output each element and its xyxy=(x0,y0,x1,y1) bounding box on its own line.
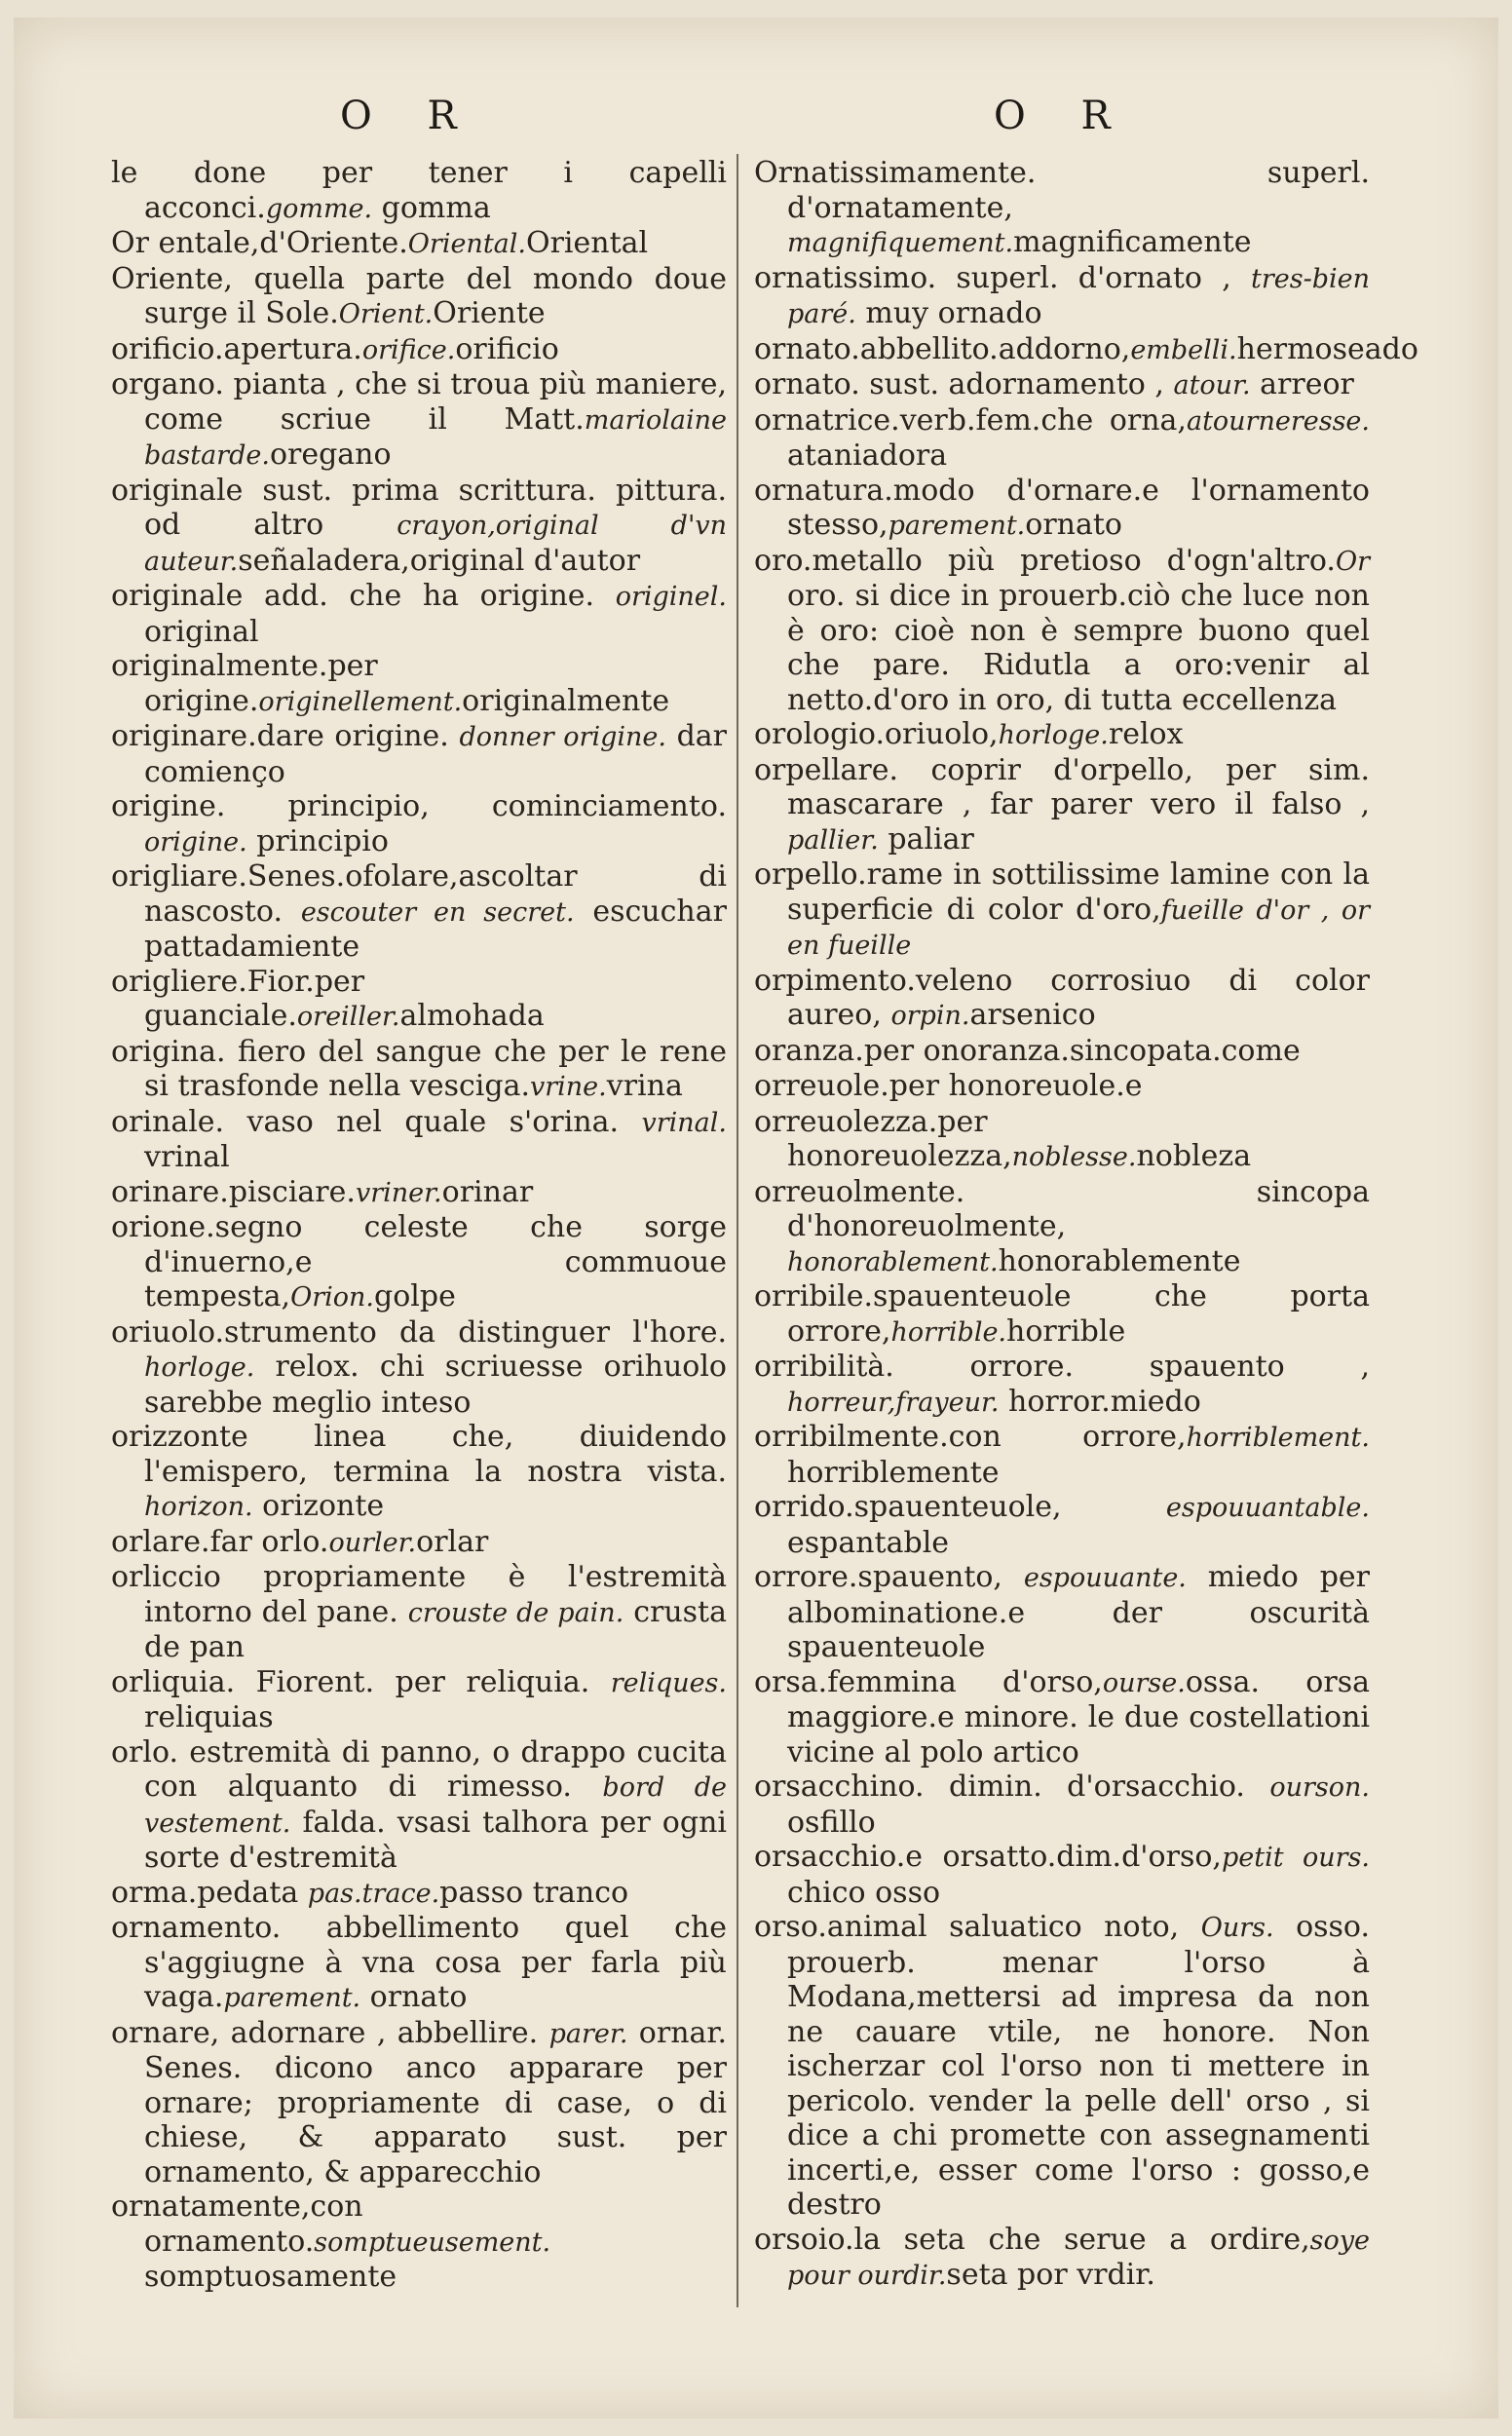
dictionary-entry xyxy=(754,403,1370,474)
entry-french: embelli. xyxy=(1130,334,1237,365)
entry-french: Oriental. xyxy=(407,229,526,259)
dictionary-entry xyxy=(754,1175,1370,1280)
dictionary-entry xyxy=(111,156,727,226)
entry-italian: orsacchio.e orsatto.dim.d'orso, xyxy=(754,1840,1222,1874)
entry-italian: origliere.Fior.per guanciale. xyxy=(111,964,365,1033)
dictionary-entry xyxy=(111,1911,727,2016)
entry-french: originellement. xyxy=(258,686,463,717)
entry-spanish: chico osso xyxy=(787,1875,941,1910)
entry-italian: orribile.spauenteuole che porta orrore, xyxy=(754,1279,1370,1349)
entry-italian: orreuolezza.per honoreuolezza, xyxy=(754,1104,1012,1173)
entry-spanish: reliquias xyxy=(144,1700,274,1734)
dictionary-entry xyxy=(111,2189,727,2295)
dictionary-entry xyxy=(111,579,727,649)
entry-french: parement. xyxy=(888,511,1026,541)
dictionary-entry xyxy=(754,367,1370,403)
entry-french: parer. xyxy=(548,2018,628,2049)
entry-italian: orso.animal saluatico noto, xyxy=(754,1910,1201,1944)
entry-french: Or xyxy=(1335,546,1370,577)
entry-italian: Ornatissimamente. superl. d'ornatamente, xyxy=(754,156,1370,225)
entry-italian: orliccio propriamente è l'estremità intorno del pane. xyxy=(111,1560,727,1629)
entry-spanish: golpe xyxy=(374,1279,456,1313)
entry-italian: Or entale,d'Oriente. xyxy=(111,226,408,260)
dictionary-entry xyxy=(754,331,1418,368)
entry-italian: orsa.femmina d'orso, xyxy=(754,1664,1103,1699)
entry-italian: oro.metallo più pretioso d'ogn'altro. xyxy=(754,543,1336,578)
entry-spanish: nobleza xyxy=(1136,1139,1252,1173)
left-column xyxy=(111,156,727,2295)
entry-italian: le done per tener i capelli acconci. xyxy=(111,156,727,225)
entry-spanish: hermoseado xyxy=(1236,331,1418,366)
entry-french: vriner. xyxy=(355,1177,442,1208)
entry-spanish: miedo per albominatione.e der oscurità spauenteuole xyxy=(787,1560,1370,1664)
entry-italian: origine. principio, cominciamento. xyxy=(111,789,727,823)
entry-italian: ornamento. abbellimento quel che s'aggiugne à vna cosa per farla più vaga. xyxy=(111,1911,727,2014)
entry-spanish: honorablemente xyxy=(998,1243,1241,1278)
entry-spanish: paliar xyxy=(878,821,974,856)
entry-french: horloge. xyxy=(998,720,1109,750)
dictionary-entry xyxy=(111,859,727,965)
dictionary-entry xyxy=(111,1105,727,1175)
entry-italian: originare.dare origine. xyxy=(111,719,460,753)
entry-italian: oriuolo.strumento da distinguer l'hore. xyxy=(111,1314,727,1350)
entry-italian: ornare, adornare , abbellire. xyxy=(111,2015,549,2050)
entry-spanish: Oriental xyxy=(526,226,649,260)
dictionary-entry xyxy=(754,1350,1370,1420)
entry-spanish: vrinal xyxy=(144,1140,230,1174)
dictionary-entry xyxy=(754,753,1370,858)
entry-french: pas.trace. xyxy=(307,1878,440,1909)
entry-italian: orpimento.veleno corrosiuo di color aureo, xyxy=(754,963,1370,1032)
entry-italian: orsoio.la seta che serue a ordire, xyxy=(754,2222,1310,2257)
entry-french: origine. xyxy=(144,826,247,857)
entry-french: horizon. xyxy=(144,1492,253,1522)
entry-italian: originale add. che ha origine. xyxy=(111,579,616,613)
entry-spanish: relox xyxy=(1108,717,1184,751)
entry-spanish: osfillo xyxy=(787,1805,876,1840)
dictionary-entry xyxy=(111,1315,727,1421)
dictionary-entry xyxy=(111,1560,727,1665)
right-running-header: O R xyxy=(994,94,1132,138)
entry-italian: orribilità. orrore. spauento , xyxy=(754,1350,1370,1384)
entry-italian: origliare.Senes.ofolare,ascoltar di nascosto. xyxy=(111,859,727,929)
entry-french: escouter en secret. xyxy=(300,896,575,928)
entry-spanish: muy ornado xyxy=(855,296,1042,330)
entry-italian: orrido.spauenteuole, xyxy=(754,1490,1166,1524)
entry-italian: oranza.per onoranza.sincopata.come xyxy=(754,1033,1301,1068)
entry-french: petit ours. xyxy=(1221,1843,1371,1873)
entry-french: noblesse. xyxy=(1011,1142,1137,1172)
dictionary-entry xyxy=(111,1735,727,1876)
left-running-header: O R xyxy=(340,94,478,138)
dictionary-entry xyxy=(754,1069,1370,1105)
entry-spanish: almohada xyxy=(399,999,545,1033)
entry-spanish: horror.miedo xyxy=(999,1384,1201,1419)
entry-spanish: crusta de pan xyxy=(144,1594,727,1664)
entry-spanish: originalmente xyxy=(462,683,670,718)
entry-french: ourson. xyxy=(1269,1772,1370,1803)
entry-french: crayon,original d'vn auteur. xyxy=(144,511,728,577)
entry-spanish: original xyxy=(144,614,259,649)
dictionary-entry xyxy=(111,1665,727,1735)
entry-italian: originale sust. prima scrittura. pittura. od altro xyxy=(111,473,727,542)
dictionary-entry xyxy=(754,261,1370,332)
entry-italian: ornatura.modo d'ornare.e l'ornamento stesso, xyxy=(754,473,1370,542)
entry-french: soye pour ourdir. xyxy=(787,2225,1370,2291)
entry-spanish: oregano xyxy=(269,438,392,472)
entry-french: gomme. xyxy=(265,193,373,224)
entry-french: oreiller. xyxy=(296,1002,400,1032)
entry-french: Orion. xyxy=(290,1282,374,1313)
dictionary-entry xyxy=(111,965,727,1035)
dictionary-entry xyxy=(754,1560,1370,1665)
dictionary-entry xyxy=(754,964,1370,1034)
dictionary-entry xyxy=(111,1525,727,1561)
entry-french: atourneresse. xyxy=(1186,405,1370,437)
entry-french: horrible. xyxy=(890,1316,1007,1348)
entry-spanish: magnificamente xyxy=(1013,225,1252,259)
entry-spanish: seta por vrdir. xyxy=(946,2258,1155,2292)
dictionary-entry xyxy=(754,717,1370,753)
entry-french: atour. xyxy=(1173,370,1251,400)
entry-spanish: relox. chi scriuesse orihuolo sarebbe meglio inteso xyxy=(144,1350,727,1420)
entry-spanish: arsenico xyxy=(969,998,1096,1032)
entry-french: bord de vestement. xyxy=(144,1772,727,1839)
entry-french: vrinal. xyxy=(641,1107,727,1138)
entry-italian: orrore.spauento, xyxy=(754,1560,1024,1594)
dictionary-entry xyxy=(754,1910,1370,2223)
entry-italian: orma.pedata xyxy=(111,1875,308,1910)
dictionary-entry xyxy=(754,1420,1370,1490)
entry-italian: ornato. sust. adornamento , xyxy=(754,367,1174,401)
entry-french: horreur,frayeur. xyxy=(787,1387,1000,1418)
entry-italian: orinare.pisciare. xyxy=(111,1174,356,1209)
entry-spanish: falda. vsasi talhora per ogni sorte d'estremità xyxy=(144,1805,727,1875)
entry-french: orpin. xyxy=(890,1001,970,1031)
entry-french: horriblement. xyxy=(1186,1423,1370,1453)
entry-spanish: horriblemente xyxy=(787,1455,1000,1490)
entry-italian: orificio.apertura. xyxy=(111,331,362,366)
entry-french: mariolaine bastarde. xyxy=(144,404,727,471)
entry-italian: ornato.abbellito.addorno, xyxy=(754,331,1131,366)
entry-italian: orizzonte linea che, diuidendo l'emispero, termina la nostra vista. xyxy=(111,1420,727,1489)
entry-french: orifice. xyxy=(361,334,456,365)
entry-spanish: somptuosamente xyxy=(144,2260,397,2294)
entry-spanish: arreor xyxy=(1250,367,1354,401)
dictionary-entry xyxy=(111,1175,727,1211)
entry-spanish: principio xyxy=(246,823,389,858)
entry-italian: orologio.oriuolo, xyxy=(754,717,999,751)
entry-french: ourler. xyxy=(328,1527,417,1558)
entry-spanish: orizonte xyxy=(252,1489,385,1523)
entry-spanish: dar comienço xyxy=(144,719,728,789)
entry-spanish: espantable xyxy=(787,1525,950,1560)
dictionary-entry xyxy=(754,1105,1370,1175)
entry-french: Orient. xyxy=(338,299,434,329)
dictionary-entry xyxy=(754,2223,1370,2294)
dictionary-entry xyxy=(754,857,1370,964)
dictionary-entry xyxy=(111,649,727,719)
entry-italian: orreuolmente. sincopa d'honoreuolmente, xyxy=(754,1174,1370,1243)
entry-french: tres-bien paré. xyxy=(787,263,1370,329)
dictionary-entry xyxy=(111,1035,727,1105)
entry-spanish: osso. prouerb. menar l'orso à Modana,mettersi ad impresa da non ne cauare vtile, ne honore. Non ischerzar col l'orso non ti mettere in pericolo. vender la pelle dell' orso , si dice a chi promette con assegnamenti incerti,e, esser come l'orso : gosso,e destro xyxy=(787,1910,1370,2222)
entry-italian: orliquia. Fiorent. per reliquia. xyxy=(111,1664,611,1699)
dictionary-entry xyxy=(754,1490,1370,1560)
dictionary-entry xyxy=(754,156,1370,261)
column-divider xyxy=(737,154,738,2307)
entry-spanish: horrible xyxy=(1006,1313,1126,1349)
entry-french: honorablement. xyxy=(787,1246,999,1277)
entry-french: somptueusement. xyxy=(314,2227,551,2258)
entry-french: espouuante. xyxy=(1023,1563,1187,1593)
entry-spanish: passo tranco xyxy=(439,1875,629,1910)
entry-french: magnifiquement. xyxy=(787,228,1014,258)
dictionary-page xyxy=(14,18,1498,2418)
entry-italian: orribilmente.con orrore, xyxy=(754,1420,1187,1454)
entry-italian: orione.segno celeste che sorge d'inuerno,e commuoue tempesta, xyxy=(111,1210,727,1313)
entry-italian: ornatamente,con ornamento. xyxy=(111,2189,363,2259)
entry-spanish: señaladera,original d'autor xyxy=(238,543,641,578)
dictionary-entry xyxy=(111,1210,727,1315)
entry-italian: orsacchino. dimin. d'orsacchio. xyxy=(754,1770,1270,1804)
dictionary-entry xyxy=(111,367,727,474)
entry-spanish: ornato xyxy=(1025,508,1122,542)
entry-italian: originalmente.per origine. xyxy=(111,649,378,718)
right-column xyxy=(754,156,1418,2294)
entry-french: espouuantable. xyxy=(1165,1493,1370,1523)
entry-french: parement. xyxy=(223,1983,361,2013)
dictionary-entry xyxy=(111,2016,727,2190)
entry-spanish: oro. si dice in prouerb.ciò che luce non è oro: cioè non è sempre buono quel che pare. Ridutla a oro:venir al netto.d'oro in oro, di tutta eccellenza xyxy=(787,579,1370,717)
entry-spanish: ornato xyxy=(360,1980,468,2014)
dictionary-entry xyxy=(754,1840,1370,1910)
dictionary-entry xyxy=(754,1034,1370,1070)
entry-italian: orreuole.per honoreuole.e xyxy=(754,1069,1143,1103)
dictionary-entry xyxy=(754,1665,1370,1770)
entry-italian: origina. fiero del sangue che per le rene si trasfonde nella vesciga. xyxy=(111,1034,727,1103)
entry-french: horloge. xyxy=(144,1352,255,1383)
entry-italian: orpellare. coprir d'orpello, per sim. mascarare , far parer vero il falso , xyxy=(754,752,1370,821)
entry-french: vrine. xyxy=(530,1072,607,1102)
dictionary-entry xyxy=(111,226,727,262)
dictionary-entry xyxy=(754,544,1370,718)
entry-spanish: ossa. orsa maggiore.e minore. le due costellationi vicine al polo artico xyxy=(787,1664,1370,1770)
entry-french: pallier. xyxy=(787,824,879,856)
entry-spanish: escuchar pattadamiente xyxy=(144,894,727,964)
dictionary-entry xyxy=(111,1876,727,1912)
dictionary-entry xyxy=(111,719,727,789)
dictionary-entry xyxy=(111,1420,727,1525)
dictionary-entry xyxy=(111,474,727,580)
entry-french: reliques. xyxy=(610,1667,727,1698)
entry-french: Ours. xyxy=(1200,1913,1274,1943)
entry-spanish: vrina xyxy=(606,1069,683,1103)
entry-italian: ornatissimo. superl. d'ornato , xyxy=(754,260,1251,295)
entry-italian: orpello.rame in sottilissime lamine con la superficie di color d'oro, xyxy=(754,857,1370,927)
dictionary-entry xyxy=(111,262,727,332)
entry-spanish: orinar xyxy=(441,1174,534,1209)
entry-french: crouste de pain. xyxy=(407,1597,624,1628)
dictionary-entry xyxy=(111,332,727,368)
dictionary-entry xyxy=(111,789,727,859)
entry-french: originel. xyxy=(615,582,727,612)
dictionary-entry xyxy=(754,474,1370,544)
entry-italian: orlo. estremità di panno, o drappo cucita con alquanto di rimesso. xyxy=(111,1734,727,1804)
entry-italian: orlare.far orlo. xyxy=(111,1524,329,1559)
dictionary-entry xyxy=(754,1279,1370,1350)
entry-spanish: gomma xyxy=(372,190,491,225)
entry-italian: orinale. vaso nel quale s'orina. xyxy=(111,1104,642,1139)
entry-french: fueille d'or , or en fueille xyxy=(787,894,1370,961)
entry-spanish: orificio xyxy=(455,331,559,366)
entry-italian: ornatrice.verb.fem.che orna, xyxy=(754,402,1187,438)
entry-spanish: Oriente xyxy=(433,296,546,330)
entry-italian: organo. pianta , che si troua più maniere, come scriue il Matt. xyxy=(111,367,727,437)
entry-spanish: orlar xyxy=(416,1524,489,1559)
entry-spanish: ornar. Senes. dicono anco apparare per ornare; propriamente di case, o di chiese, & apparato sust. per ornamento, & apparecchio xyxy=(144,2015,727,2189)
entry-french: ourse. xyxy=(1102,1667,1186,1698)
entry-italian: Oriente, quella parte del mondo doue surge il Sole. xyxy=(111,261,727,330)
dictionary-entry xyxy=(754,1770,1370,1840)
entry-spanish: ataniadora xyxy=(787,438,948,473)
entry-french: donner origine. xyxy=(459,722,666,752)
